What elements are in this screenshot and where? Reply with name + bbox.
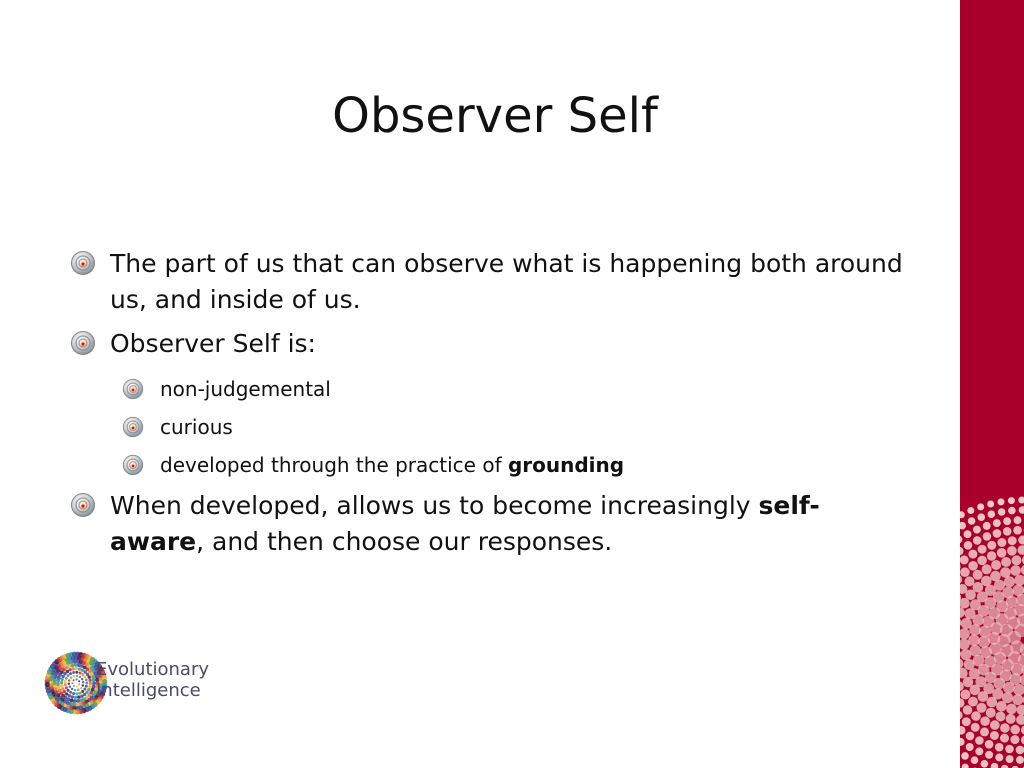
pattern-dot: [995, 753, 1003, 761]
logo-line-2: Intelligence: [96, 680, 201, 701]
pattern-dot: [964, 659, 975, 670]
logo-dot: [68, 679, 70, 681]
logo-dot: [71, 664, 75, 668]
pattern-dot: [1013, 684, 1024, 696]
pattern-dot: [978, 513, 986, 521]
pattern-dot: [997, 548, 1007, 558]
logo-dot: [78, 667, 81, 670]
sub-bullet-text: developed through the practice of: [160, 453, 508, 477]
pattern-dot: [960, 562, 961, 571]
pattern-dot: [960, 648, 961, 659]
logo-dot: [73, 685, 75, 687]
bullet-item: [70, 488, 930, 560]
bullet-text: Observer Self is:: [110, 329, 316, 358]
pattern-dot: [1010, 735, 1019, 744]
pattern-dot: [997, 538, 1006, 547]
pattern-dot: [968, 550, 977, 559]
pattern-dot: [985, 740, 994, 749]
logo-dot: [76, 685, 78, 687]
logo-dot: [74, 689, 76, 691]
pattern-dot: [990, 731, 999, 740]
logo-dot: [73, 679, 75, 681]
logo-dot: [81, 690, 84, 693]
logo-dot: [78, 680, 80, 682]
pattern-dot: [968, 697, 978, 707]
pattern-dot: [975, 747, 983, 755]
pattern-dot: [995, 743, 1004, 752]
pattern-dot: [1017, 705, 1024, 716]
pattern-dot: [986, 708, 996, 718]
pattern-dot: [968, 561, 978, 571]
pattern-dot: [991, 560, 1001, 570]
pattern-dot: [1013, 585, 1024, 597]
pattern-dot: [964, 541, 973, 550]
pattern-dot: [1008, 507, 1016, 515]
pattern-dot: [977, 503, 984, 510]
logo-dot: [69, 691, 72, 694]
logo-dot: [60, 684, 63, 687]
pattern-dot: [1008, 497, 1015, 504]
logo-dot: [61, 687, 64, 690]
logo-dot: [81, 673, 84, 676]
pattern-dot: [967, 507, 974, 514]
pattern-dot: [978, 545, 987, 554]
logo-dot: [67, 674, 70, 677]
pattern-dot: [1000, 734, 1009, 743]
pattern-dot: [965, 576, 975, 586]
bullet-text: , and then choose our responses.: [196, 527, 613, 556]
bullet-bold-text: aware: [110, 527, 197, 556]
logo-line-1: Evolutionary: [96, 659, 210, 680]
orb-bullet-icon: [70, 250, 96, 276]
pattern-dot: [973, 526, 981, 534]
pattern-dot: [960, 698, 965, 708]
logo-dot: [74, 663, 78, 667]
pattern-dot: [988, 510, 996, 518]
logo-dot: [75, 692, 78, 695]
logo-dot: [85, 678, 88, 681]
logo-dot: [75, 671, 78, 674]
pattern-dot: [991, 763, 999, 768]
pattern-dot: [1007, 546, 1017, 556]
pattern-dot: [960, 726, 966, 735]
logo-dot: [85, 685, 88, 688]
pattern-dot: [960, 658, 963, 669]
pattern-dot: [962, 717, 971, 726]
pattern-dot: [987, 501, 994, 508]
pattern-dot: [1018, 536, 1024, 545]
logo-dot: [72, 671, 75, 674]
pattern-dot: [1013, 526, 1022, 535]
logo-dot: [67, 689, 70, 692]
sub-bullet-list: [70, 370, 930, 484]
logo-dot: [80, 687, 82, 689]
pattern-dot: [1002, 587, 1014, 599]
logo-dot: [76, 678, 78, 680]
orb-bullet-icon: [122, 378, 144, 400]
pattern-dot: [963, 677, 974, 688]
pattern-dot: [962, 764, 969, 768]
logo-dot: [80, 695, 83, 698]
bullet-item: [70, 246, 930, 318]
logo-dot: [88, 675, 91, 678]
pattern-dot: [1016, 756, 1024, 764]
pattern-dot: [981, 576, 992, 587]
pattern-dot: [993, 519, 1001, 527]
logo-dot: [68, 682, 70, 684]
pattern-dot: [971, 711, 981, 721]
sub-bullet-item: [70, 408, 930, 446]
logo-dot: [76, 675, 78, 677]
logo-dot: [70, 699, 74, 703]
logo-dot: [79, 672, 82, 675]
pattern-dot: [973, 570, 983, 580]
pattern-dot: [996, 712, 1006, 722]
logo-dot: [78, 692, 81, 695]
pattern-dot: [987, 551, 997, 561]
pattern-dot: [1010, 725, 1020, 735]
pattern-dot: [983, 522, 991, 530]
pattern-dot: [1014, 575, 1024, 586]
bullet-list: [70, 246, 930, 568]
pattern-dot: [1006, 704, 1017, 715]
slide-title: Observer Self: [332, 88, 658, 144]
logo-dot: [79, 676, 81, 678]
pattern-dot: [960, 649, 971, 660]
pattern-dot: [993, 529, 1002, 538]
logo-wordmark: [96, 659, 209, 701]
pattern-dot: [987, 697, 998, 708]
pattern-dot: [960, 575, 962, 585]
logo-dot: [71, 682, 73, 684]
pattern-dot: [963, 705, 973, 715]
pattern-dot: [982, 564, 992, 574]
logo-dot: [64, 680, 67, 683]
pattern-dot: [960, 511, 965, 518]
orb-bullet-icon: [122, 416, 144, 438]
bullet-text: The part of us that can observe what is happening both around us, and inside of us.: [110, 249, 903, 314]
logo-dot: [83, 688, 86, 691]
logo-dot: [60, 678, 63, 681]
pattern-dot: [998, 498, 1005, 505]
logo-dot: [69, 672, 72, 675]
pattern-dot: [1012, 555, 1022, 565]
sub-bullet-item: [70, 370, 930, 408]
pattern-dot: [960, 738, 965, 746]
pattern-dot: [1003, 517, 1011, 525]
pattern-dot: [1001, 557, 1011, 567]
pattern-dot: [1003, 527, 1012, 536]
logo-dot: [88, 685, 91, 688]
bullet-text: When developed, allows us to become increasingly: [110, 491, 759, 520]
logo-dot: [45, 682, 50, 687]
pattern-dot: [977, 703, 987, 713]
pattern-dot: [990, 720, 1000, 730]
pattern-dot: [1008, 536, 1017, 545]
logo-dot: [71, 688, 73, 690]
pattern-dot: [960, 607, 965, 618]
logo-dot: [65, 686, 68, 689]
logo-dot: [74, 696, 77, 699]
pattern-dot: [960, 555, 969, 564]
logo-dot: [68, 668, 71, 671]
logo-dot: [56, 682, 60, 686]
logo-dot: [88, 679, 91, 682]
pattern-dot: [960, 536, 962, 544]
logo-dot: [72, 675, 74, 677]
sub-bullet-text: non-judgemental: [160, 377, 331, 401]
pattern-dot: [1019, 506, 1024, 514]
logo-dot: [77, 689, 79, 691]
orb-bullet-icon: [70, 492, 96, 518]
logo-dot: [82, 684, 84, 686]
logo: [44, 648, 244, 718]
pattern-dot: [977, 556, 987, 566]
pattern-dot: [981, 760, 989, 768]
pattern-dot: [973, 536, 982, 545]
logo-dot: [69, 685, 71, 687]
orb-bullet-icon: [122, 454, 144, 476]
pattern-dot: [1000, 723, 1010, 733]
pattern-dot: [1006, 714, 1016, 724]
logo-dot: [60, 681, 63, 684]
logo-dot: [75, 667, 78, 670]
logo-dot: [77, 695, 80, 698]
pattern-dot: [1006, 755, 1014, 763]
logo-dot: [89, 682, 92, 685]
pattern-dot: [1016, 746, 1024, 755]
pattern-dot: [960, 617, 962, 628]
pattern-dot: [971, 756, 979, 764]
pattern-dot: [960, 628, 970, 639]
logo-dot: [83, 675, 86, 678]
sub-bullet-text: curious: [160, 415, 233, 439]
pattern-dot: [996, 701, 1007, 712]
pattern-dot: [971, 723, 980, 732]
pattern-dot: [990, 571, 1001, 582]
pattern-dot: [1012, 694, 1023, 705]
pattern-dot: [960, 690, 970, 700]
pattern-dot: [960, 567, 970, 577]
pattern-dot: [966, 732, 975, 741]
pattern-dot: [1018, 497, 1024, 504]
logo-dot: [81, 678, 83, 680]
pattern-dot: [985, 751, 993, 759]
pattern-dot: [1005, 745, 1014, 754]
pattern-dot: [987, 541, 996, 550]
logo-dot: [82, 681, 84, 683]
bullet-item: [70, 326, 930, 362]
logo-dot: [71, 695, 74, 698]
sub-bullet-item: [70, 446, 930, 484]
pattern-dot: [964, 530, 972, 538]
orb-bullet-icon: [70, 330, 96, 356]
pattern-dot: [973, 582, 984, 593]
pattern-dot: [966, 743, 974, 751]
pattern-dot: [980, 716, 990, 726]
pattern-dot: [980, 727, 989, 736]
logo-dot: [72, 692, 75, 695]
pattern-dot: [1018, 545, 1024, 555]
logo-dot: [64, 683, 67, 686]
pattern-dot: [975, 736, 984, 745]
pattern-dot: [960, 547, 964, 556]
logo-dot: [72, 667, 75, 670]
pattern-dot: [1000, 567, 1011, 578]
pattern-dot: [968, 517, 976, 525]
logo-dot: [70, 677, 72, 679]
logo-dot: [85, 682, 88, 685]
pattern-dot: [960, 711, 963, 720]
pattern-dot: [961, 752, 969, 760]
pattern-dot: [1016, 715, 1024, 725]
pattern-dot: [961, 618, 972, 629]
pattern-dot: [968, 635, 980, 647]
bullet-bold-text: self-: [758, 491, 820, 520]
logo-dot: [78, 683, 80, 685]
sub-bullet-bold-text: grounding: [507, 453, 625, 477]
pattern-dot: [1004, 576, 1015, 587]
logo-dot: [65, 677, 68, 680]
pattern-dot: [1014, 516, 1022, 524]
logo-dot: [76, 699, 80, 703]
pattern-dot: [1010, 565, 1021, 576]
pattern-dot: [960, 522, 966, 530]
pattern-dot: [978, 636, 990, 648]
pattern-dot: [983, 532, 992, 541]
pattern-dot: [998, 508, 1006, 516]
